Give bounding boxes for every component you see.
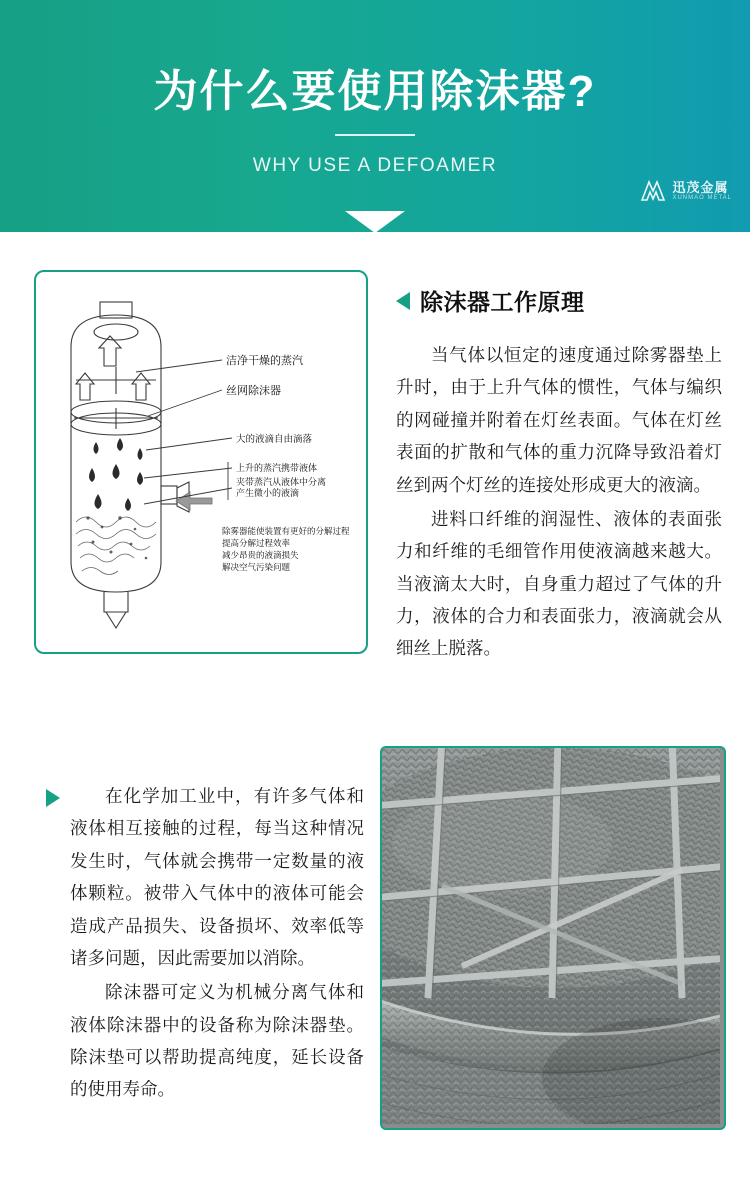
principle-paragraph-1: 当气体以恒定的速度通过除雾器垫上升时，由于上升气体的惯性，气体与编织的网碰撞并附着在灯丝表面。气体在灯丝表面的扩散和气体的重力沉降导致沿着灯丝到两个灯丝的连接处形成更大的液滴。 [396, 345, 722, 495]
diagram-note-1: 提高分解过程效率 [222, 538, 291, 548]
diagram-label-0: 洁净干燥的蒸汽 [226, 355, 303, 367]
title-divider [335, 134, 415, 136]
intro-paragraph-1: 在化学加工业中，有许多气体和液体相互接触的过程，每当这种情况发生时，气体就会携带一定数量的液体颗粒。被带入气体中的液体可能会造成产品损失、设备损坏、效率低等诸多问题，因此需要加以消除。 [70, 786, 364, 968]
principle-heading [396, 284, 722, 317]
vessel-diagram-svg [36, 272, 362, 648]
diagram-label-4a: 夹带蒸汽从液体中分离 [236, 477, 327, 487]
intro-body [70, 780, 364, 1106]
intro-first-line [46, 780, 364, 1106]
triangle-left-icon [396, 292, 410, 310]
mesh-pad-photo-svg [382, 748, 720, 1124]
brand-name-en: XUNMAO METAL [672, 194, 732, 201]
page-title: 为什么要使用除沫器? [153, 67, 597, 116]
principle-text-block [396, 284, 722, 665]
intro-text-block [46, 780, 364, 1106]
diagram-note-2: 减少昂贵的液滴损失 [222, 550, 299, 560]
logo-mark-icon [640, 178, 666, 204]
diagram-note-3: 解决空气污染问题 [222, 562, 291, 572]
brand-logo [640, 178, 732, 204]
diagram-label-3: 上升的蒸汽携带液体 [236, 463, 318, 473]
mesh-pad-photo [380, 746, 726, 1130]
intro-paragraph-2: 除沫器可定义为机械分离气体和液体除沫器中的设备称为除沫器垫。除沫垫可以帮助提高纯度，延长设备的使用寿命。 [70, 982, 364, 1100]
page-subtitle: WHY USE A DEFOAMER [252, 155, 498, 176]
principle-heading-label: 除沫器工作原理 [420, 289, 585, 315]
diagram-label-1: 丝网除沫器 [226, 385, 281, 397]
brand-text [672, 181, 732, 201]
principle-paragraph-2: 进料口纤维的润湿性、液体的表面张力和纤维的毛细管作用使液滴越来越大。当液滴太大时，自身重力超过了气体的升力，液体的合力和表面张力，液滴就会从细丝上脱落。 [396, 508, 722, 659]
diagram-label-2: 大的液滴自由滴落 [236, 434, 313, 445]
page-header [0, 0, 750, 232]
intro-section [0, 746, 750, 1146]
principle-section [0, 270, 750, 690]
diagram-label-4b: 产生微小的液滴 [236, 488, 300, 498]
diagram-note-0: 除雾器能使装置有更好的分解过程 [222, 526, 350, 536]
triangle-right-icon [46, 789, 60, 807]
principle-body [396, 339, 722, 665]
brand-name-cn: 迅茂金属 [672, 180, 729, 196]
working-principle-diagram [34, 270, 368, 654]
header-notch [345, 211, 405, 232]
